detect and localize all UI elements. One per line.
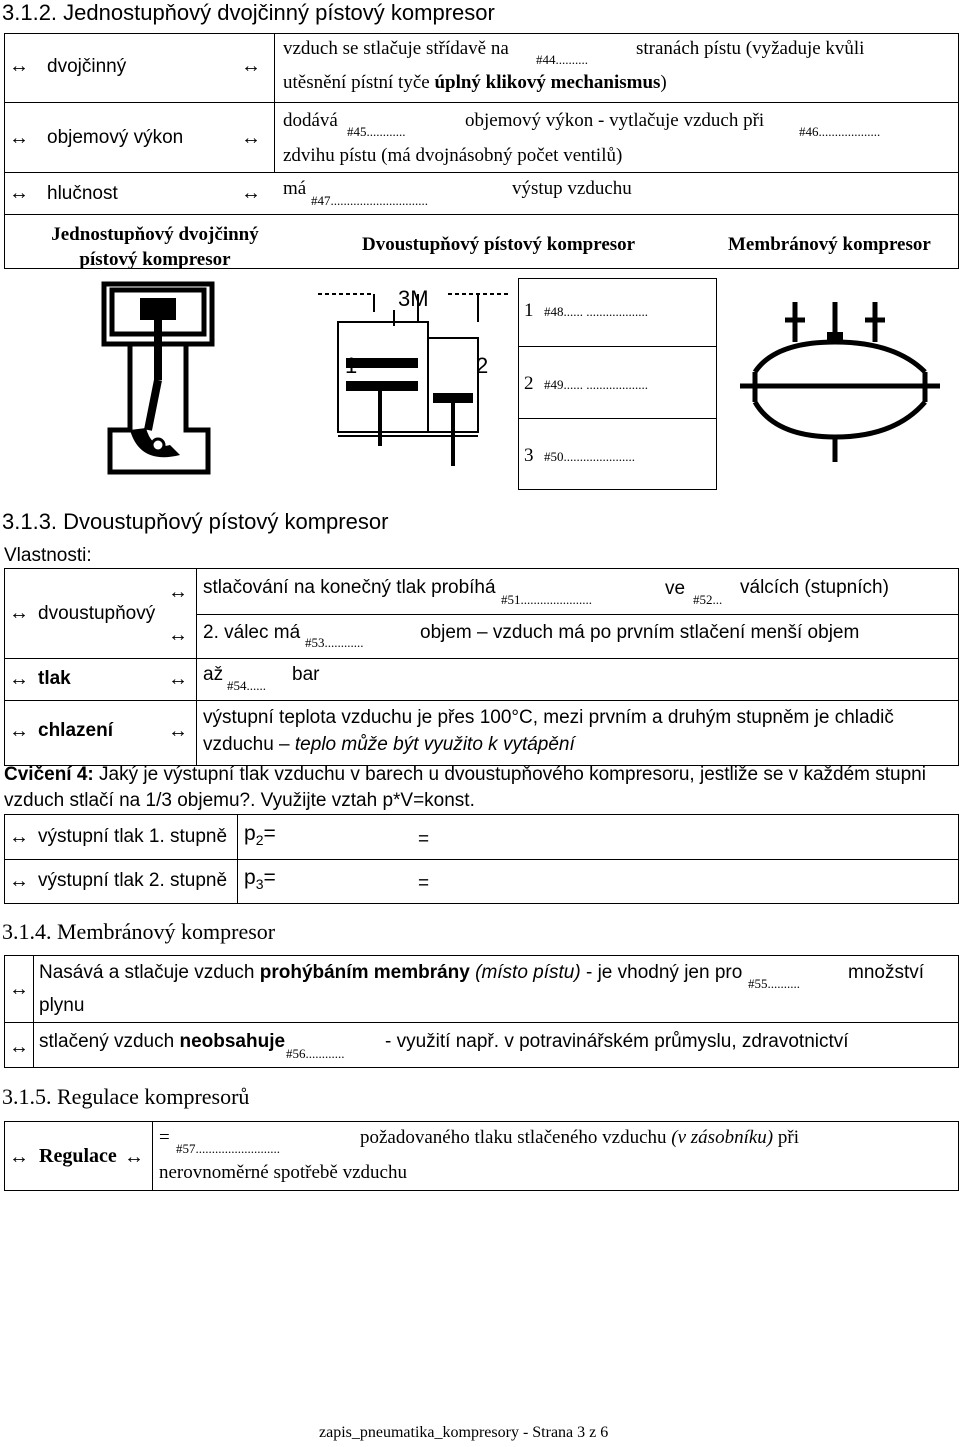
arrow-icon: ↔ [241,182,261,204]
label-3m: 3M [398,286,429,311]
arrow-icon: ↔ [168,720,188,742]
text: objem – vzduch má po prvním stlačení menší objem [420,622,860,643]
term-tlak: tlak [38,668,71,689]
two-stage-compressor-diagram [318,286,513,478]
term-chlazeni: chlazení [38,720,113,741]
text: stlačování na konečný tlak probíhá [203,577,496,598]
col-header-dvoustupnovy: Dvoustupňový pístový kompresor [362,234,636,255]
section-title-312: 3.1.2. Jednostupňový dvojčinný pístový kompresor [2,0,495,25]
calc2-label: výstupní tlak 2. stupně [38,870,228,891]
arrow-icon: ↔ [9,182,29,204]
term-dvoustupnovy: dvoustupňový [38,603,156,624]
text: zdvihu pístu (má dvojnásobný počet ventilů) [283,145,623,166]
exercise-4: Cvičení 4: Jaký je výstupní tlak vzduchu v barech u dvoustupňového kompresoru, jestliže se v každém stupni [4,764,926,785]
blank-49: #49...... ................... [544,377,648,392]
blank-53: #53............ [305,635,364,650]
col-header-membranovy: Membránový kompresor [728,234,931,255]
col-header-jednostupnovy: Jednostupňový dvojčinný pístový kompresor [51,224,259,270]
section-title-314: 3.1.4. Membránový kompresor [2,919,276,944]
arrow-icon: ↔ [168,581,188,603]
arrow-icon: ↔ [9,127,29,149]
blank-number: 3 [524,445,534,466]
text: = [159,1127,170,1148]
text: válcích (stupních) [740,577,889,598]
arrow-icon: ↔ [9,826,29,848]
arrow-icon: ↔ [9,668,29,690]
blank-55: #55.......... [748,976,800,991]
text: stlačený vzduch neobsahuje [39,1031,286,1052]
blank-47: #47.............................. [311,193,428,208]
arrow-icon: ↔ [9,55,29,77]
piston-compressor-diagram [100,280,215,480]
arrow-icon: ↔ [9,978,29,1000]
text: nerovnoměrné spotřebě vzduchu [159,1162,407,1183]
text: utěsnění pístní tyče úplný klikový mechanismus) [283,72,667,93]
exercise-4-line2: vzduch stlačí na 1/3 objemu?. Využijte vztah p*V=konst. [4,790,475,811]
arrow-icon: ↔ [9,870,29,892]
arrow-icon: ↔ [124,1146,144,1168]
label-1: 1 [345,353,358,378]
text: výstupní teplota vzduchu je přes 100°C, mezi prvním a druhým stupněm je chladič [203,707,894,728]
arrow-icon: ↔ [9,720,29,742]
text: požadovaného tlaku stlačeného vzduchu (v zásobníku) při [360,1127,799,1148]
term-objemovy-vykon: objemový výkon [47,127,184,148]
blank-51: #51...................... [501,592,592,607]
calc2-p: $p_3=$ [244,866,276,893]
text: bar [292,664,320,685]
text: ve [665,578,686,599]
arrow-icon: ↔ [168,624,188,646]
blank-45: #45............ [347,124,406,139]
blank-52: #52... [693,592,723,607]
text: dodává [283,110,338,131]
calc1-eq: = [418,829,430,850]
text: objemový výkon - vytlačuje vzduch při [465,110,765,131]
blank-54: #54...... [227,678,266,693]
blank-44: #44.......... [536,52,588,67]
text: výstup vzduchu [512,178,632,199]
text: až [203,664,224,685]
arrow-icon: ↔ [9,602,29,624]
text: vzduch se stlačuje střídavě na [283,38,509,59]
arrow-icon: ↔ [168,668,188,690]
term-hlucnost: hlučnost [47,183,118,204]
arrow-icon: ↔ [241,55,261,77]
calc2-eq: = [418,873,430,894]
arrow-icon: ↔ [9,1146,29,1168]
blank-48: #48...... ................... [544,304,648,319]
membrane-compressor-diagram [735,302,950,467]
calc1-p: $p_2=$ [244,822,276,849]
text: stranách pístu (vyžaduje kvůli [636,38,865,59]
blank-56: #56............ [286,1046,345,1061]
arrow-icon: ↔ [241,127,261,149]
blank-number: 2 [524,373,534,394]
text: množství [848,962,925,983]
blank-number: 1 [524,300,534,321]
arrow-icon: ↔ [9,1036,29,1058]
section-title-315: 3.1.5. Regulace kompresorů [2,1084,250,1109]
text: má [283,178,307,199]
subtitle-vlastnosti: Vlastnosti: [4,545,92,566]
calc1-label: výstupní tlak 1. stupně [38,826,228,847]
blank-50: #50...................... [544,449,635,464]
text: plynu [39,995,85,1016]
text: vzduchu – teplo může být využito k vytápění [203,734,575,755]
term-regulace: Regulace [39,1145,117,1167]
term-dvojcinny: dvojčinný [47,56,127,77]
page-footer: zapis_pneumatika_kompresory - Strana 3 z 6 [319,1424,609,1441]
text: - využití např. v potravinářském průmyslu, zdravotnictví [385,1031,849,1052]
text: Nasává a stlačuje vzduch prohýbáním membrány (místo pístu) - je vhodný jen pro [39,962,743,983]
blank-46: #46................... [799,124,881,139]
text: 2. válec má [203,622,301,643]
label-2: 2 [476,353,489,378]
section-title-313: 3.1.3. Dvoustupňový pístový kompresor [2,509,389,534]
blank-57: #57.......................... [176,1141,280,1156]
